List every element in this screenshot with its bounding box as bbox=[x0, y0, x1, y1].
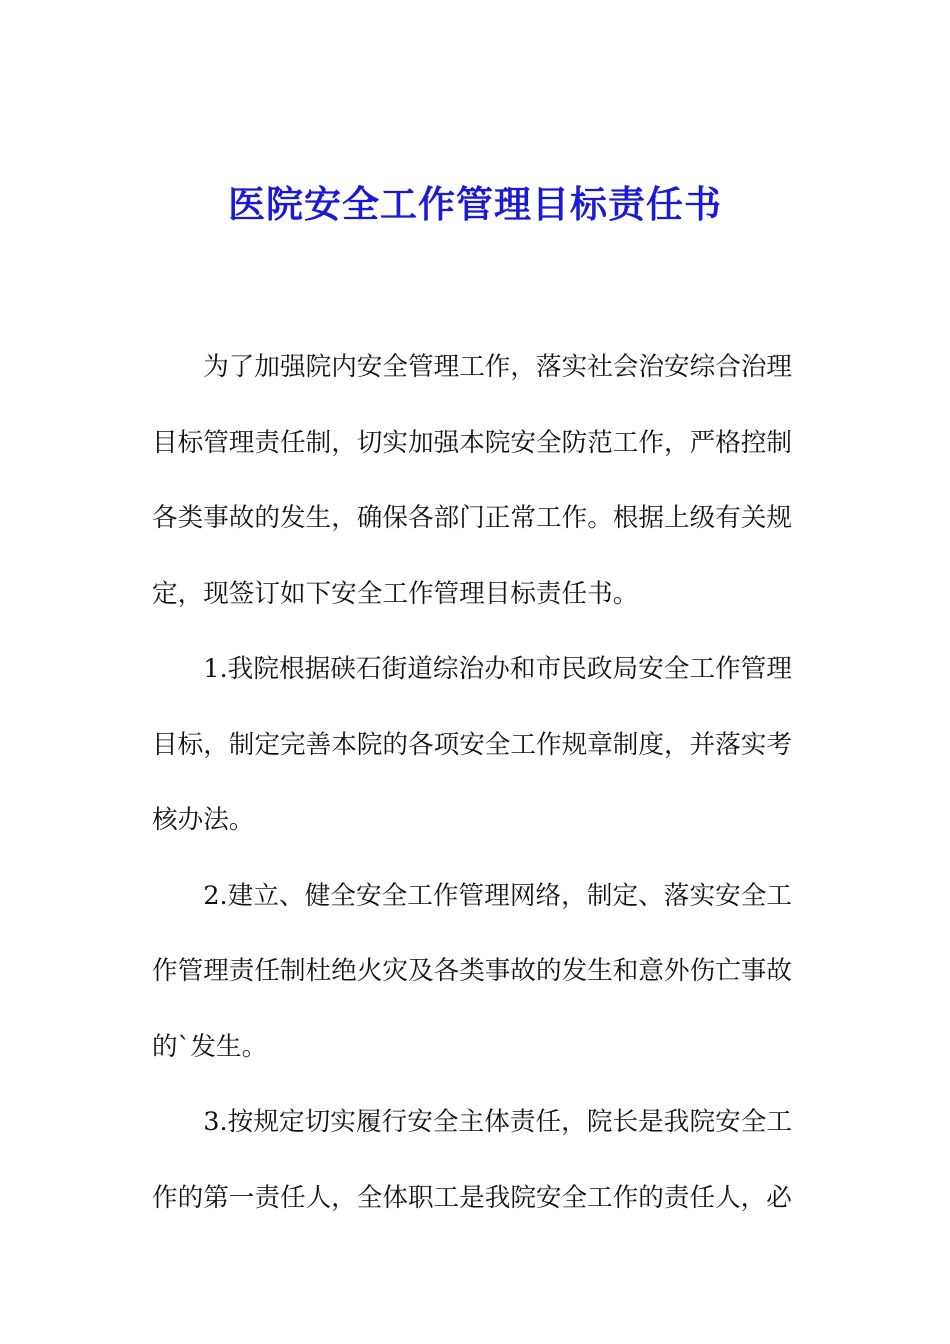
paragraph-item-3: 3.按规定切实履行安全主体责任，院长是我院安全工作的第一责任人，全体职工是我院安全工作的责任人，必 bbox=[152, 1107, 792, 1213]
document-body bbox=[152, 330, 792, 1236]
paragraph-item-2: 2.建立、健全安全工作管理网络，制定、落实安全工作管理责任制杜绝火灾及各类事故的发生和意外伤亡事故的`发生。 bbox=[152, 880, 792, 1062]
paragraph-intro: 为了加强院内安全管理工作，落实社会治安综合治理目标管理责任制，切实加强本院安全防范工作，严格控制各类事故的发生，确保各部门正常工作。根据上级有关规定，现签订如下安全工作管理目标责任书。 bbox=[152, 352, 792, 609]
document-title: 医院安全工作管理目标责任书 bbox=[228, 182, 722, 226]
paragraph-item-1: 1.我院根据硖石街道综治办和市民政局安全工作管理目标，制定完善本院的各项安全工作规章制度，并落实考核办法。 bbox=[152, 654, 792, 835]
